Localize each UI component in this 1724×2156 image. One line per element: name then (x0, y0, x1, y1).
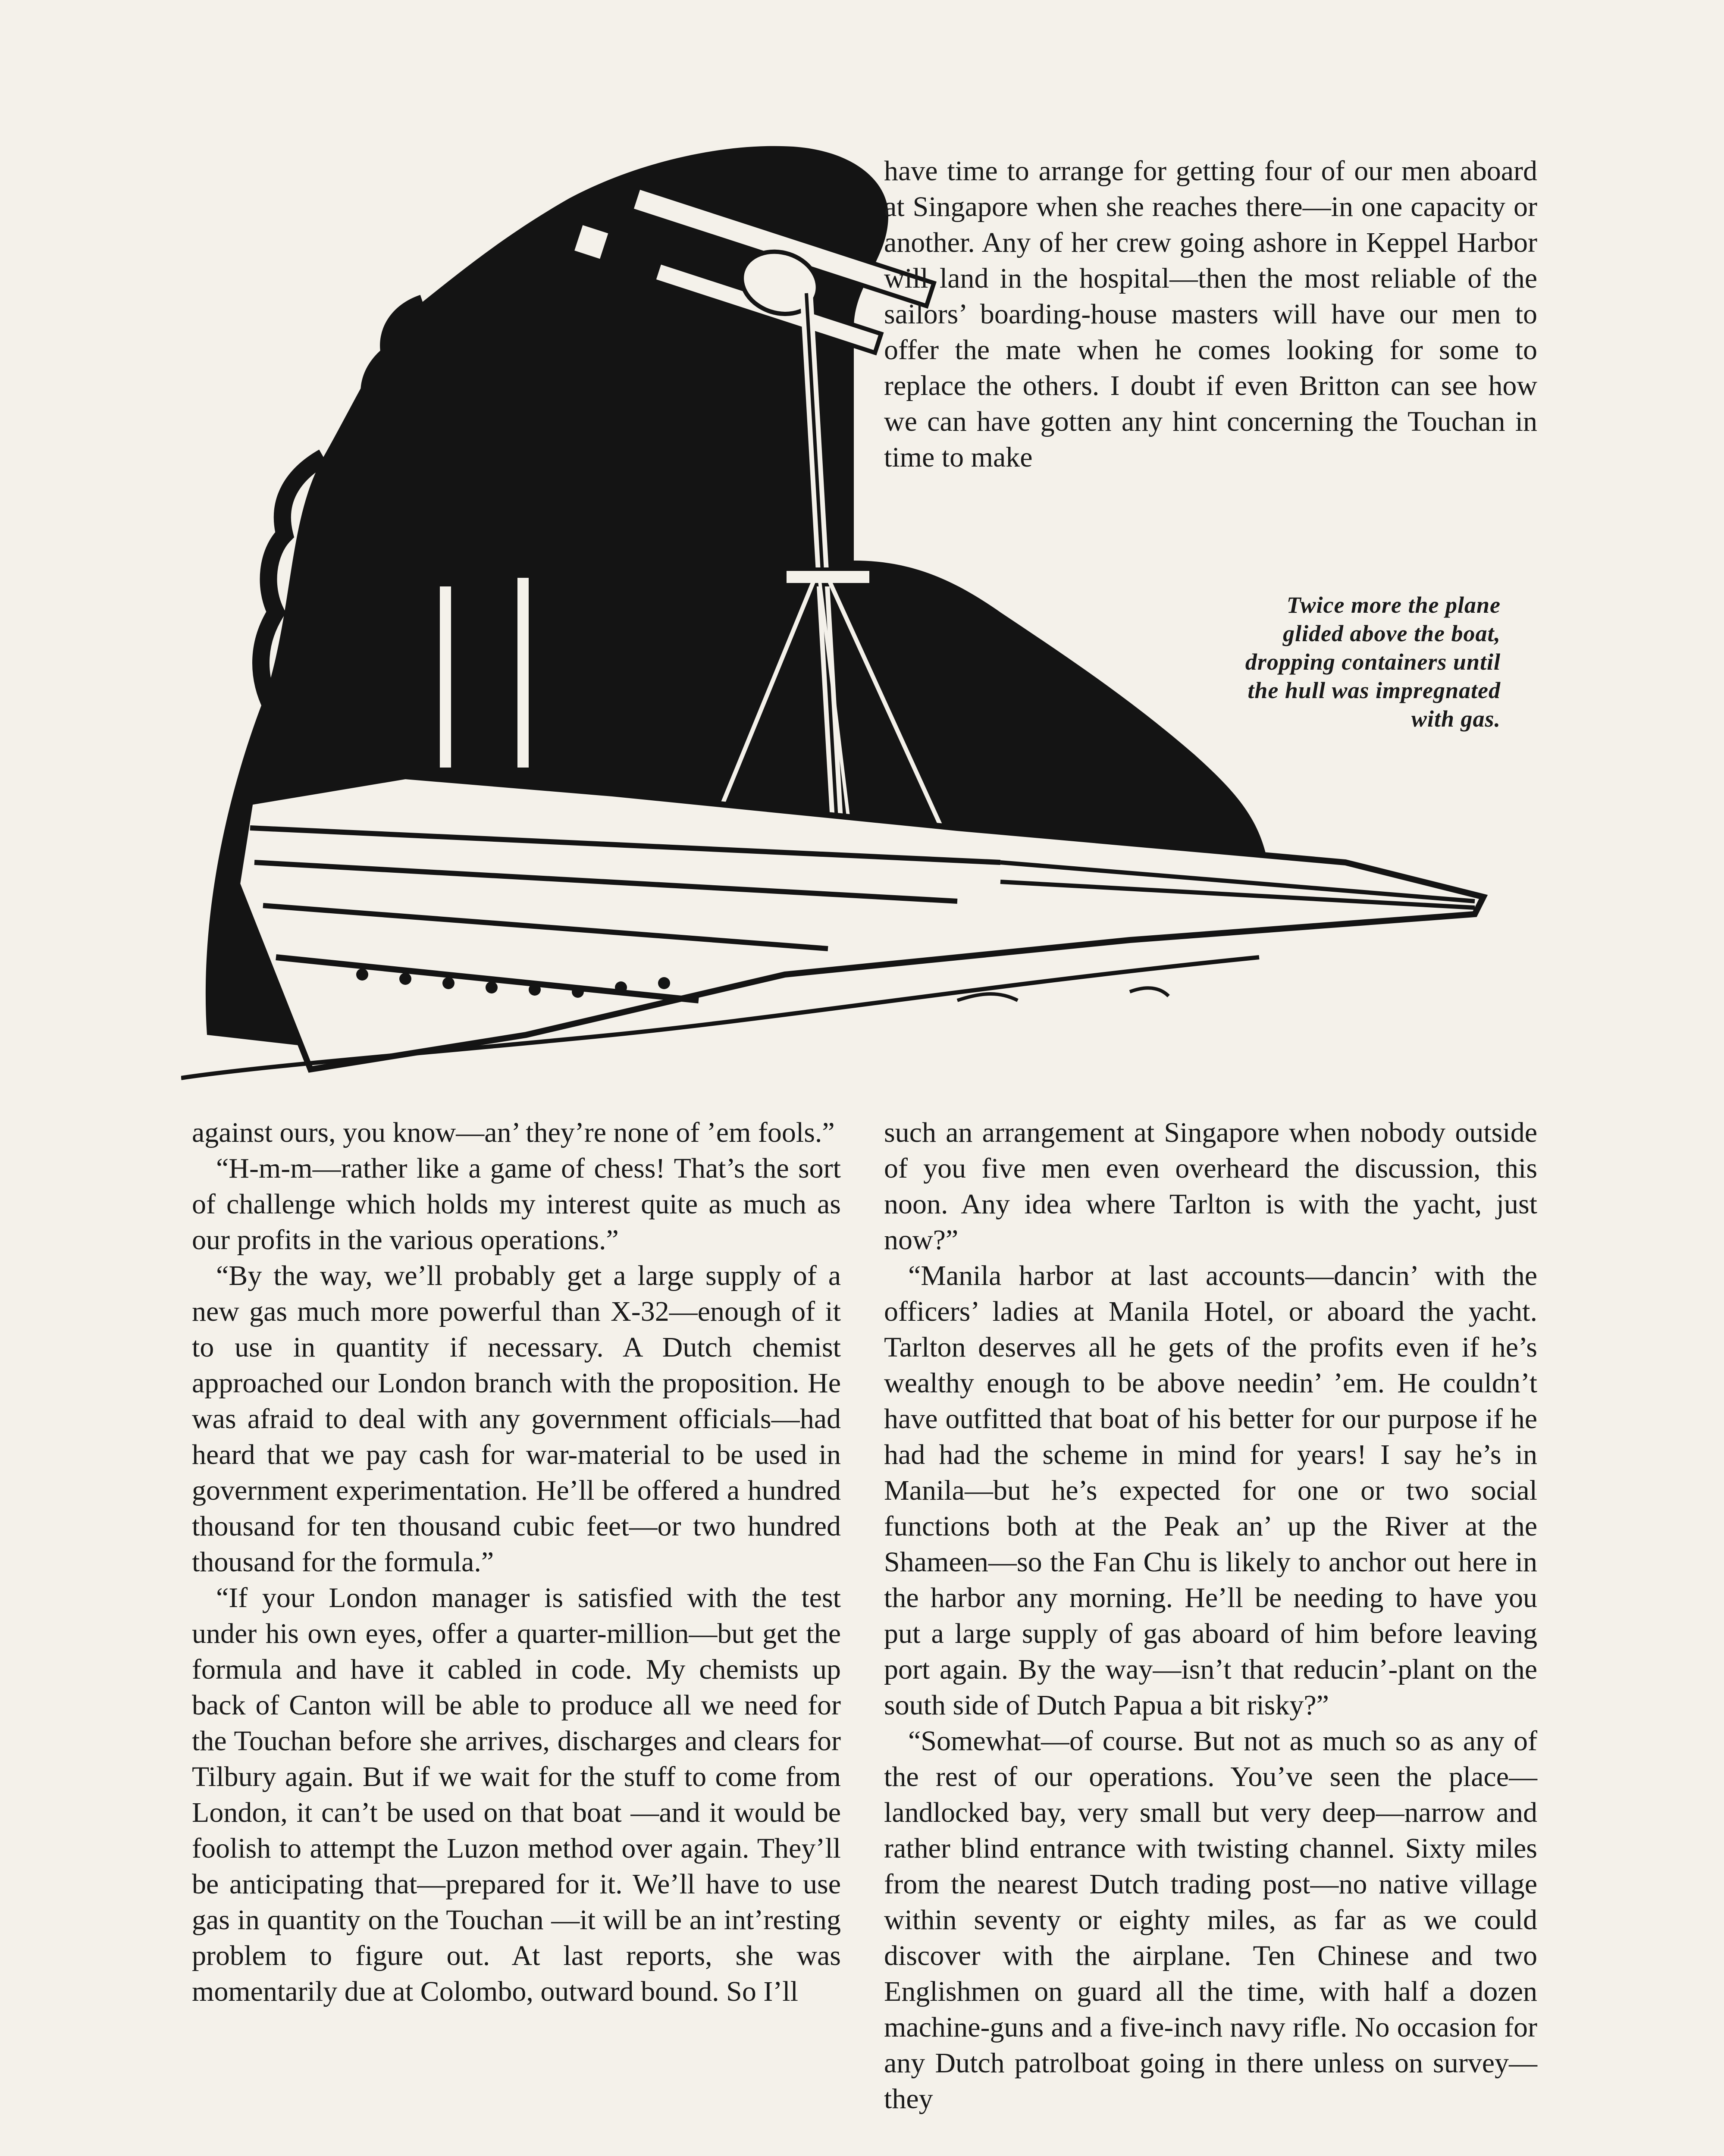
paragraph: “H-m-m—rather like a game of chess! That’s the sort of challenge which holds my interest quite as much as our profits in the various operations.” (192, 1153, 841, 1256)
paragraph: such an arrangement at Singapore when nobody outside of you five men even overheard the discussion, this noon. Any idea where Tarlton is with the yacht, just now?” (884, 1117, 1537, 1256)
top-right-column (884, 153, 1537, 475)
paragraph: “By the way, we’ll probably get a large supply of a new gas much more powerful than X-32—enough of it to use in quantity if necessary. A Dutch chemist approached our London branch with the proposition. He was afraid to deal with any government officials—had heard that we pay cash for war-material to be used in government experimentation. He’ll be offered a hundred thousand for ten thousand cubic feet—or two hundred thousand for the formula.” (192, 1260, 841, 1578)
left-column (192, 1115, 841, 2009)
paragraph: against ours, you know—an’ they’re none of ’em fools.” (192, 1117, 835, 1148)
illustration-caption: Twice more the plane glided above the boat, dropping containers until the hull was impregnated with gas. (1245, 592, 1501, 732)
paragraph: “Manila harbor at last accounts—dancin’ with the officers’ ladies at Manila Hotel, or aboard the yacht. Tarlton deserves all he gets of the profits even if he’s wealthy enough to be above needin’ ’em. He couldn’t have outfitted that boat of his better for our purpose if he had had the scheme in mind for years! I say he’s in Manila—but he’s expected for one or two social functions both at the Peak an’ up the River at the Shameen—so the Fan Chu is likely to anchor out here in the harbor any morning. He’ll be needing to have you put a large supply of gas aboard of him before leaving port again. By the way—isn’t that reducin’-plant on the south side of Dutch Papua a bit risky?” (884, 1260, 1537, 1721)
paragraph: have time to arrange for getting four of our men aboard at Singapore when she reaches there—in one capacity or another. Any of her crew going ashore in Keppel Harbor will land in the hospital—then the most reliable of the sailors’ boarding-house masters will have our men to offer the mate when he comes looking for some to replace the others. I doubt if even Britton can see how we can have gotten any hint concerning the Touchan in time to make (884, 155, 1537, 473)
paragraph: “If your London manager is satisfied with the test under his own eyes, offer a quarter-million—but get the formula and have it cabled in code. My chemists up back of Canton will be able to produce all we need for the Touchan before she arrives, discharges and clears for Tilbury again. But if we wait for the stuff to come from London, it can’t be used on that boat —and it would be foolish to attempt the Luzon method over again. They’ll be anticipating that—prepared for it. We’ll have to use gas in quantity on the Touchan —it will be an int’resting problem to figure out. At last reports, she was momentarily due at Colombo, outward bound. So I’ll (192, 1582, 841, 2007)
right-column (884, 1115, 1537, 2117)
paragraph: “Somewhat—of course. But not as much so as any of the rest of our operations. You’ve seen the place—landlocked bay, very small but very deep—narrow and rather blind entrance with twisting channel. Sixty miles from the nearest Dutch trading post—no native village within seventy or eighty miles, as far as we could discover with the airplane. Ten Chinese and two Englishmen on guard all the time, with half a dozen machine-guns and a five-inch navy rifle. No occasion for any Dutch patrolboat going in there unless on survey—they (884, 1725, 1537, 2115)
